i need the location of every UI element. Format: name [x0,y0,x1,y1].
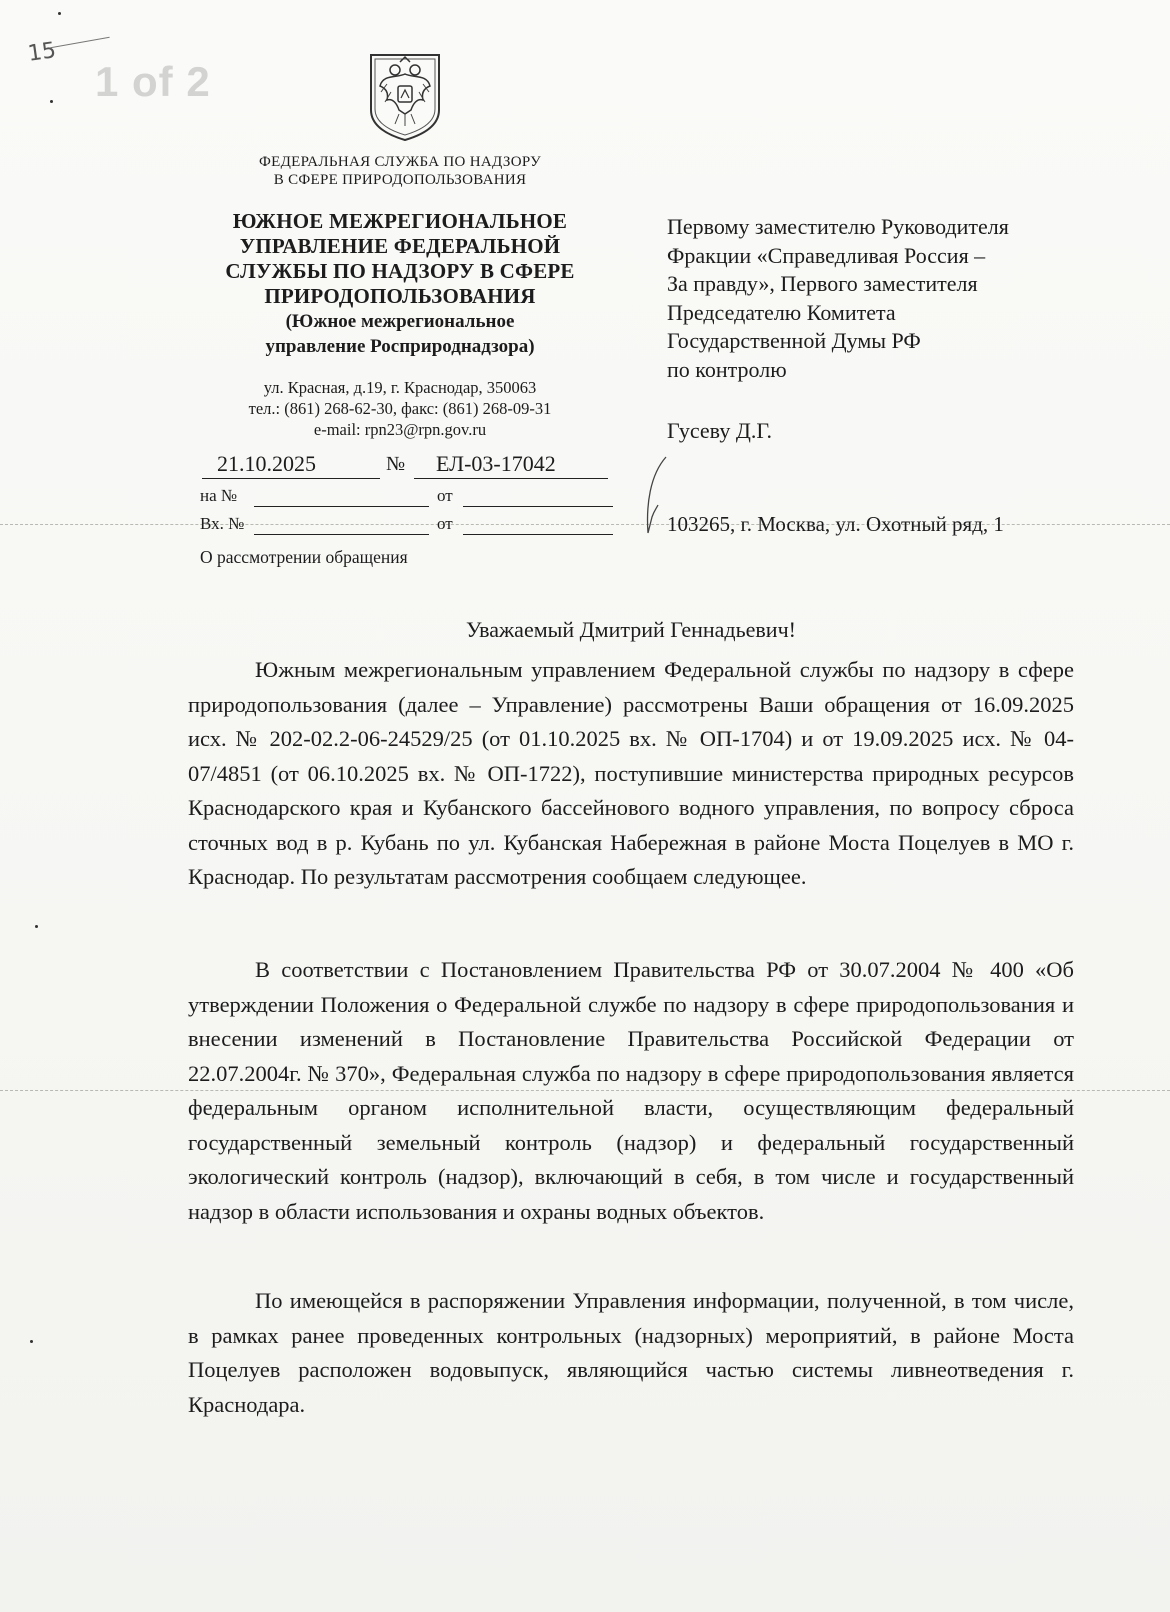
incoming-date-line [463,534,613,535]
sender-short-name [200,309,600,359]
page-indicator: 1 of 2 [95,58,211,105]
reference-label: на № [200,486,238,505]
coat-of-arms-icon [367,52,443,142]
incoming-from-label: от [437,514,453,533]
sender-name-line2: УПРАВЛЕНИЕ ФЕДЕРАЛЬНОЙ [239,234,561,258]
sender-address: ул. Красная, д.19, г. Краснодар, 350063 [263,378,537,397]
handwritten-note: 15 [26,38,58,67]
scan-dot [50,100,53,103]
reference-number-line [254,506,429,507]
reference-date-line [463,506,613,507]
sender-service-line2: В СФЕРЕ ПРИРОДОПОЛЬЗОВАНИЯ [273,172,527,188]
greeting: Уважаемый Дмитрий Геннадьевич! [466,617,796,642]
registration-row [196,451,610,481]
scan-dot [30,1340,33,1343]
addressee-block [667,213,1137,384]
addressee-line4: Председателю Комитета [667,299,896,325]
reference-row [200,486,620,510]
scan-dot [58,12,61,15]
scan-dot [35,925,38,928]
body-paragraph-2: В соответствии с Постановлением Правительства РФ от 30.07.2004 № 400 «Об утверждении Положения о Федеральной службе по надзору в сфере природопользования и внесении изменений в Постановление Правительства Российской Федерации от 22.07.2004г. № 370», Федеральная служба по надзору в сфере природопользования является федеральным органом исполнительной власти, осуществляющим федеральный государственный земельный контроль (надзор) и федеральный государственный экологический контроль (надзор), включающий в себя, в том числе и государственный надзор в области использования и охраны водных объектов. [188,957,1074,1224]
sender-name-line3: СЛУЖБЫ ПО НАДЗОРУ В СФЕРЕ [225,259,575,283]
handwritten-tick-mark [640,455,670,535]
incoming-label: Вх. № [200,514,245,533]
registration-number: ЕЛ-03-17042 [414,451,608,479]
handwritten-stroke [50,37,109,48]
incoming-number-line [254,534,429,535]
addressee-line6: по контролю [667,356,787,382]
incoming-row [200,514,620,538]
sender-phone-fax: тел.: (861) 268-62-30, факс: (861) 268-09-31 [248,399,552,418]
addressee-name: Гусеву Д.Г. [667,418,773,443]
registration-date: 21.10.2025 [202,451,380,479]
sender-name-line4: ПРИРОДОПОЛЬЗОВАНИЯ [264,284,536,308]
addressee-line1: Первому заместителю Руководителя [667,214,1009,239]
sender-contacts [200,377,600,440]
sender-email: e-mail: rpn23@rpn.gov.ru [313,420,487,439]
sender-name-line1: ЮЖНОЕ МЕЖРЕГИОНАЛЬНОЕ [232,209,568,233]
addressee-address: 103265, г. Москва, ул. Охотный ряд, 1 [667,512,1004,536]
letter-subject: О рассмотрении обращения [200,547,408,567]
sender-short-line2: управление Росприроднадзора) [265,336,535,357]
addressee-line3: За правду», Первого заместителя [667,271,978,296]
body-paragraph-1: Южным межрегиональным управлением Федеральной службы по надзору в сфере природопользования (далее – Управление) рассмотрены Ваши обращения от 16.09.2025 исх. № 202-02.2-06-24529/25 (от 01.10.2025 вх. № ОП-1704) и от 19.09.2025 исх. № 04-07/4851 (от 06.10.2025 вх. № ОП-1722), поступившие министерства природных ресурсов Краснодарского края и Кубанского бассейнового водного управления, по вопросу сброса сточных вод в р. Кубань по ул. Кубанская Набережная в районе Моста Поцелуев в МО г. Краснодар. По результатам рассмотрения сообщаем следующее. [188,657,1074,889]
body-paragraph-3: По имеющейся в распоряжении Управления информации, полученной, в том числе, в рамках ранее проведенных контрольных (надзорных) мероприятий, в районе Моста Поцелуев расположен водовыпуск, являющийся частью системы ливнеотведения г. Краснодара. [188,1288,1074,1417]
addressee-line2: Фракции «Справедливая Россия – [667,242,986,268]
sender-short-line1: (Южное межрегиональное [285,311,515,332]
addressee-line5: Государственной Думы РФ [667,328,921,353]
registration-number-sign: № [386,453,406,475]
sender-service-line1: ФЕДЕРАЛЬНАЯ СЛУЖБА ПО НАДЗОРУ [258,154,542,170]
reference-from-label: от [437,486,453,505]
sender-name [200,209,600,309]
